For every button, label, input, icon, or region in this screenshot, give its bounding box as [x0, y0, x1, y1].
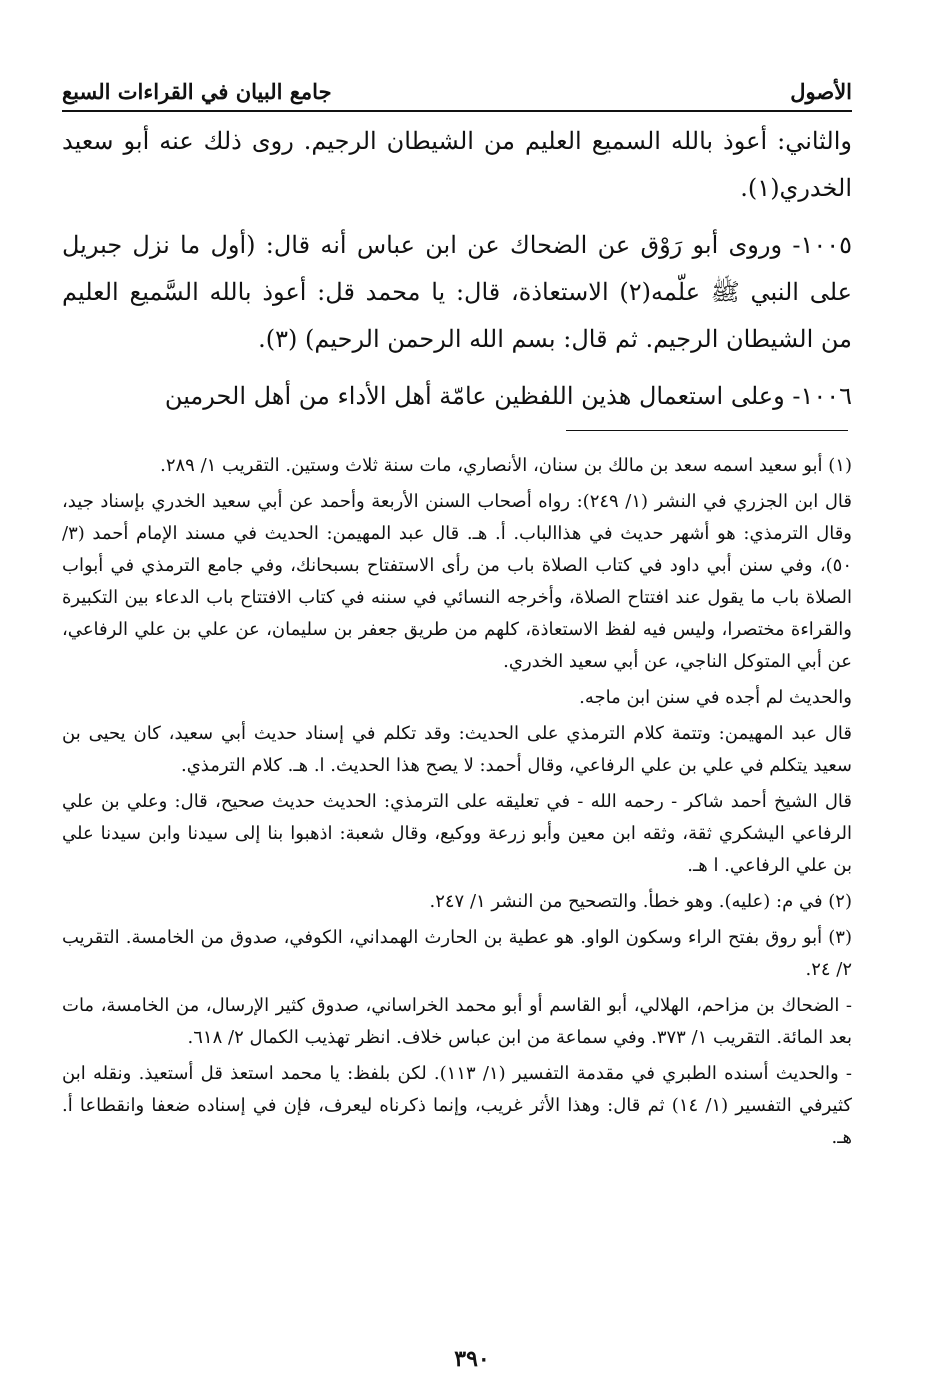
footnote: قال ابن الجزري في النشر (١/ ٢٤٩): رواه أصحاب السنن الأربعة وأحمد عن أبي سعيد الخدري بإسناد جيد، وقال الترمذي: هو أشهر حديث في هذاالباب. أ. هـ. قال عبد المهيمن: الحديث في مسند الإمام أحمد (٣/ ٥٠)، وفي سنن أبي داود في كتاب الصلاة باب من رأى الاستفتاح بسبحانك، وفي جامع الترمذي في أبواب الصلاة باب ما يقول عند افتتاح الصلاة، وأخرجه النسائي في سننه في كتاب الافتتاح باب الدعاء بين التكبيرة والقراءة مختصرا، وليس فيه لفظ الاستعاذة، كلهم من طريق جعفر بن سليمان، عن علي بن علي الرفاعي، عن أبي المتوكل الناجي، عن أبي سعيد الخدري.: [62, 491, 852, 672]
footnote: (٣) أبو روق بفتح الراء وسكون الواو. هو عطية بن الحارث الهمداني، الكوفي، صدوق من الخامسة. التقريب ٢/ ٢٤.: [62, 927, 852, 980]
running-header: [62, 70, 852, 104]
footnote: والحديث لم أجده في سنن ابن ماجه.: [579, 687, 852, 708]
header-section: الأصول: [790, 79, 852, 104]
footnote: - والحديث أسنده الطبري في مقدمة التفسير (١/ ١١٣). لكن بلفظ: يا محمد استعذ قل أستعيذ. ونقله ابن كثيرفي التفسير (١/ ١٤) ثم قال: وهذا الأثر غريب، وإنما ذكرناه ليعرف، فإن في إسناده ضعفا وانقطاعا أ. هـ.: [62, 1063, 852, 1148]
footnote: قال الشيخ أحمد شاكر - رحمه الله - في تعليقه على الترمذي: الحديث حديث صحيح، قال: وعلي بن علي الرفاعي اليشكري ثقة، وثقه ابن معين وأبو زرعة ووكيع، وقال شعبة: اذهبوا بنا إلى سيدنا وابن سيدنا علي بن علي الرفاعي. ا هـ.: [62, 791, 852, 876]
main-paragraph: والثاني: أعوذ بالله السميع العليم من الشيطان الرجيم. روى ذلك عنه أبو سعيد الخدري(١).: [62, 127, 852, 202]
header-rule: [62, 110, 852, 112]
footnote: قال عبد المهيمن: وتتمة كلام الترمذي على الحديث: وقد تكلم في إسناد حديث أبي سعيد، كان يحيى بن سعيد يتكلم في علي بن علي الرفاعي، وقال أحمد: لا يصح هذا الحديث. ا. هـ. كلام الترمذي.: [62, 723, 852, 776]
footnote: (١) أبو سعيد اسمه سعد بن مالك بن سنان، الأنصاري، مات سنة ثلاث وستين. التقريب ١/ ٢٨٩.: [160, 455, 852, 476]
footnotes: [62, 450, 852, 1158]
main-text: [62, 118, 852, 430]
main-paragraph: ١٠٠٦- وعلى استعمال هذين اللفظين عامّة أهل الأداء من أهل الحرمين: [164, 382, 852, 410]
header-book-title: جامع البيان في القراءات السبع: [62, 79, 332, 104]
footnote: - الضحاك بن مزاحم، الهلالي، أبو القاسم أو أبو محمد الخراساني، صدوق كثير الإرسال، من الخامسة، مات بعد المائة. التقريب ١/ ٣٧٣. وفي سماعة من ابن عباس خلاف. انظر تهذيب الكمال ٢/ ٦١٨.: [62, 995, 852, 1048]
footnote: (٢) في م: (عليه). وهو خطأ. والتصحيح من النشر ١/ ٢٤٧.: [429, 891, 852, 912]
footnote-separator: [566, 430, 848, 431]
main-paragraph: ١٠٠٥- وروى أبو رَوْق عن الضحاك عن ابن عباس أنه قال: (أول ما نزل جبريل على النبي ﷺ علّمه(٢) الاستعاذة، قال: يا محمد قل: أعوذ بالله السَّميع العليم من الشيطان الرجيم. ثم قال: بسم الله الرحمن الرحيم) (٣).: [62, 231, 852, 353]
page-number: ٣٩٠: [454, 1346, 490, 1372]
